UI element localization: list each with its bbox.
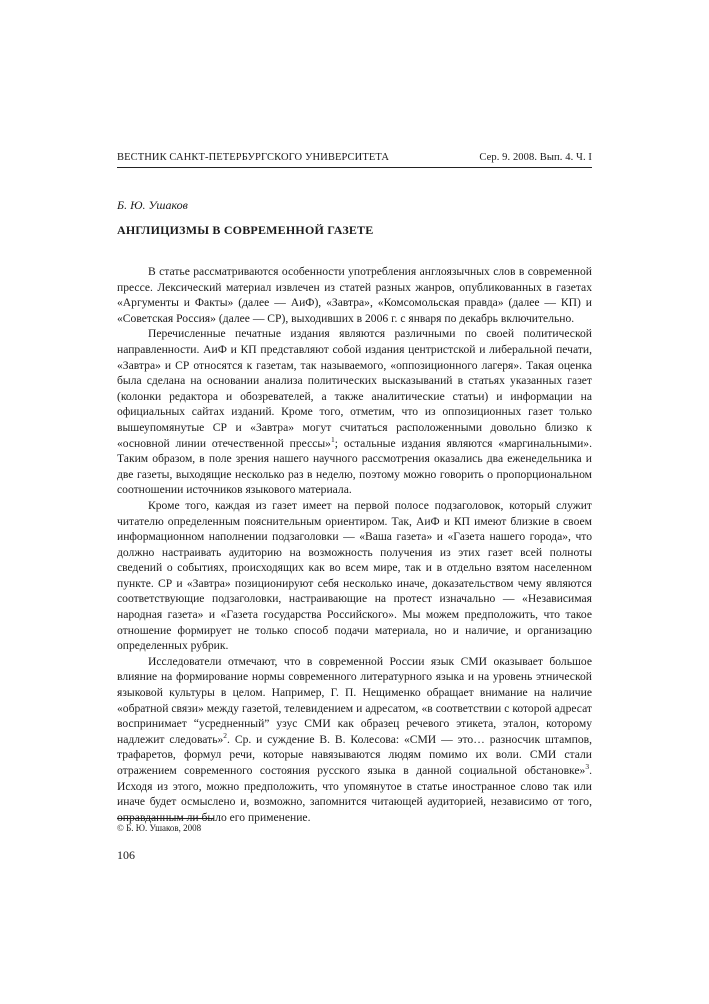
paragraph-text: Исследователи отмечают, что в современной России язык СМИ оказывает большое влияние на формирование нормы современного литературного языка и на уровень этнической языковой культуры в целом. Например, Г. П. Нещименко обращает внимание на наличие «обратной связи» между газетой, телевидением и адресатом, «в соответствии с которой адресат воспринимает “усредненный” узус СМИ как образец речевого этикета, эталон, которому надлежит следовать» bbox=[117, 654, 592, 746]
paragraph-3 bbox=[117, 498, 592, 654]
footnote-mark: 2 bbox=[223, 730, 228, 740]
copyright-note: © Б. Ю. Ушаков, 2008 bbox=[117, 823, 202, 833]
footnote-mark: 1 bbox=[330, 434, 335, 444]
paragraph-text: ; остальные издания являются «маргинальными». Таким образом, в поле зрения нашего научного рассмотрения оказались два еженедельника и две газеты, выходящие несколько раз в неделю, поэтому можно говорить о пропорциональном соотношении источников языкового материала. bbox=[117, 436, 592, 497]
paragraph-text: Кроме того, каждая из газет имеет на первой полосе подзаголовок, который служит читателю определенным пояснительным ориентиром. Так, АиФ и КП имеют близкие в своем информационном наполнении подзаголовки — «Ваша газета» и «Газета нашего города», что должно настраивать аудиторию на возможность получения из этих газет всей полноты сведений о событиях, происходящих как во всем мире, так и в отдельно взятом населенном пункте. СР и «Завтра» позиционируют себя несколько иначе, доказательством чему являются соответствующие подзаголовки, настраивающие на протест изначально — «Независимая народная газета» и «Газета государства Российского». Мы можем предположить, что такое отношение формирует не только способ подачи материала, но и наличие, и организацию определенных рубрик. bbox=[117, 498, 592, 653]
article-title: АНГЛИЦИЗМЫ В СОВРЕМЕННОЙ ГАЗЕТЕ bbox=[117, 223, 374, 237]
author-name: Б. Ю. Ушаков bbox=[117, 198, 188, 212]
footnote-divider bbox=[117, 818, 214, 819]
paragraph-text: . Исходя из этого, можно предположить, что упомянутое в статье иностранное слово так или иначе будет осмыслено и, возможно, запомнится читающей аудиторией, независимо от того, оправданным ли было его применение. bbox=[117, 764, 592, 824]
paragraph-4 bbox=[117, 654, 592, 826]
article-body bbox=[117, 264, 592, 825]
paragraph-2 bbox=[117, 326, 592, 498]
paragraph-text: В статье рассматриваются особенности употребления англоязычных слов в современной прессе. Лексический материал извлечен из статей разных жанров, опубликованных в газетах «Аргументы и Факты» (далее — АиФ), «Завтра», «Комсомольская правда» (далее — КП) и «Советская Россия» (далее — СР), выходивших в 2006 г. с января по декабрь включительно. bbox=[117, 265, 592, 325]
paragraph-text: . Ср. и суждение В. В. Колесова: «СМИ — это… разносчик штампов, трафаретов, формул речи, которые навязываются людям помимо их воли. СМИ стали отражением современного состояния русского языка в данной социальной обстановке» bbox=[117, 732, 592, 777]
journal-name: ВЕСТНИК САНКТ-ПЕТЕРБУРГСКОГО УНИВЕРСИТЕТА bbox=[117, 152, 390, 163]
paragraph-1 bbox=[117, 264, 592, 326]
running-header bbox=[117, 151, 592, 168]
issue-info: Сер. 9. 2008. Вып. 4. Ч. I bbox=[479, 152, 592, 163]
paragraph-text: Перечисленные печатные издания являются различными по своей политической направленности. АиФ и КП представляют собой издания центристской и либеральной печати, «Завтра» и СР относятся к газетам, так называемого, «оппозиционного лагеря». Такая оценка была сделана на основании анализа политических высказываний в статьях указанных газет (колонки редактора и обозревателей, а также аналитические статьи) и информации на официальных сайтах изданий. Кроме того, отметим, что из оппозиционных газет только вышеупомянутые СР и «Завтра» могут считаться расположенными довольно близко к «основной линии отечественной прессы» bbox=[117, 327, 592, 450]
page-number: 106 bbox=[117, 848, 135, 862]
footnote-mark: 3 bbox=[585, 762, 590, 772]
